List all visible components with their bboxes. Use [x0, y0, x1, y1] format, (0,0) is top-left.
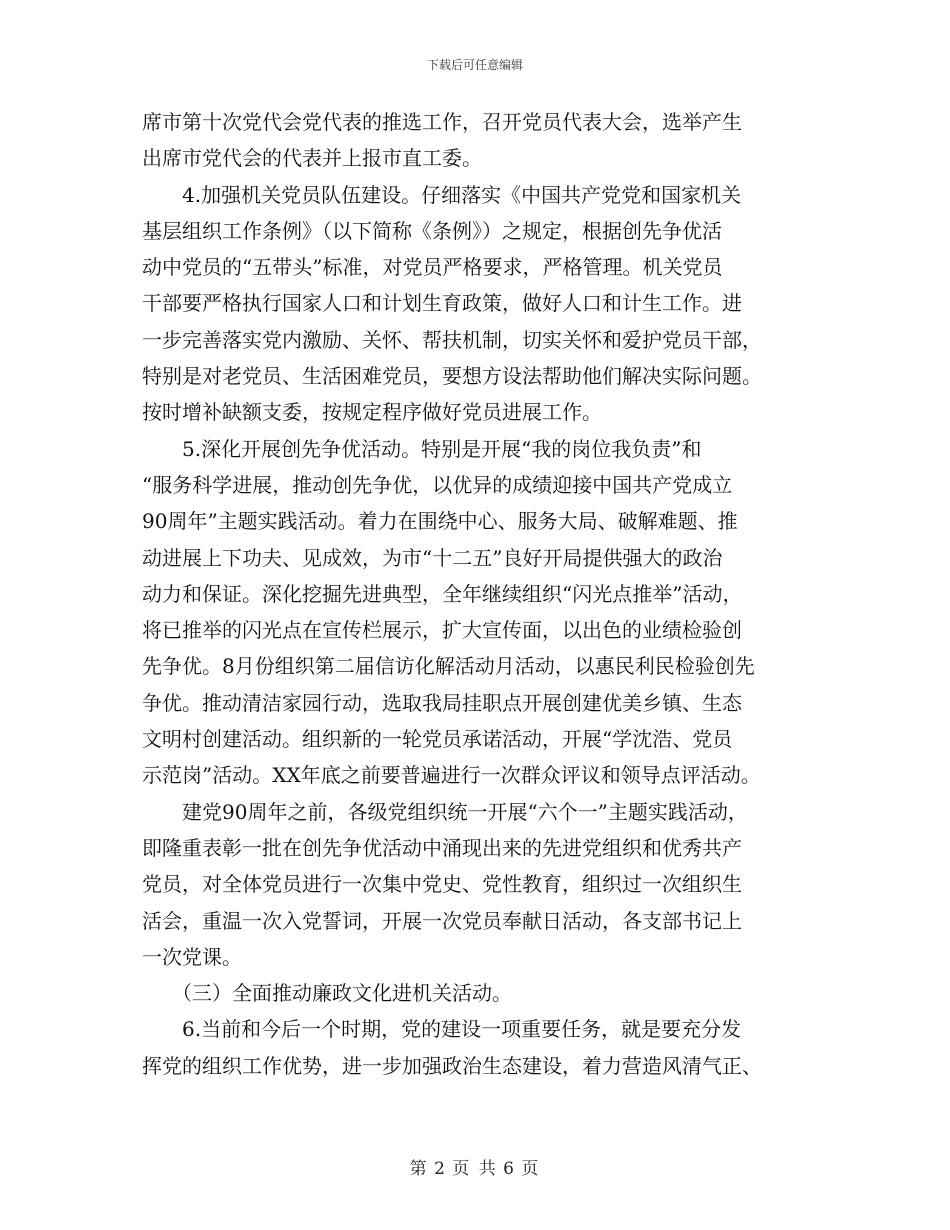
text-line: 先争优。8月份组织第二届信访化解活动月活动，以惠民利民检验创先	[142, 654, 755, 679]
text-line: 将已推举的闪光点在宣传栏展示，扩大宣传面，以出色的业绩检验创	[142, 618, 742, 643]
text-line: 动进展上下功夫、见成效，为市“十二五”良好开局提供强大的政治	[142, 545, 723, 570]
text-line: 6.当前和今后一个时期，党的建设一项重要任务，就是要充分发	[142, 1017, 742, 1042]
text-line: 按时增补缺额支委，按规定程序做好党员进展工作。	[142, 400, 602, 425]
footer-middle: 页 共	[452, 1159, 498, 1179]
text-line: 干部要严格执行国家人口和计划生育政策，做好人口和计生工作。进	[142, 291, 742, 316]
text-line: 建党90周年之前，各级党组织统一开展“六个一”主题实践活动，	[142, 799, 748, 824]
text-line: 争优。推动清洁家园行动，选取我局挂职点开展创建优美乡镇、生态	[142, 690, 742, 715]
text-line: 出席市党代会的代表并上报市直工委。	[142, 146, 482, 171]
page-footer	[0, 1154, 950, 1179]
text-line: 4.加强机关党员队伍建设。仔细落实《中国共产党党和国家机关	[142, 182, 742, 207]
footer-suffix: 页	[521, 1159, 541, 1179]
footer-total-pages: 6	[503, 1159, 516, 1179]
footer-prefix: 第	[409, 1159, 429, 1179]
text-line: 即隆重表彰一批在创先争优活动中涌现出来的先进党组织和优秀共产	[142, 835, 742, 860]
text-line: 动力和保证。深化挖掘先进典型，全年继续组织“闪光点推举”活动，	[142, 581, 743, 606]
text-line: 5.深化开展创先争优活动。特别是开展“我的岗位我负责”和	[142, 436, 702, 461]
text-line: 活会，重温一次入党誓词，开展一次党员奉献日活动，各支部书记上	[142, 908, 742, 933]
text-line: 席市第十次党代会党代表的推选工作，召开党员代表大会，选举产生	[142, 110, 742, 134]
document-body	[142, 104, 814, 1084]
text-line: 一次党课。	[142, 944, 242, 969]
text-line: “服务科学进展，推动创先争优，以优异的成绩迎接中国共产党成立	[142, 472, 733, 497]
text-line: 90周年”主题实践活动。着力在围绕中心、服务大局、破解难题、推	[142, 509, 738, 534]
text-line: 文明村创建活动。组织新的一轮党员承诺活动，开展“学沈浩、党员	[142, 727, 733, 752]
text-line: 示范岗”活动。XX年底之前要普遍进行一次群众评议和领导点评活动。	[142, 763, 761, 788]
text-line: 一步完善落实党内激励、关怀、帮扶机制，切实关怀和爱护党员干部，	[142, 327, 762, 352]
text-line: 特别是对老党员、生活困难党员，要想方设法帮助他们解决实际问题。	[142, 364, 762, 389]
text-line: 党员，对全体党员进行一次集中党史、党性教育，组织过一次组织生	[142, 872, 742, 897]
text-line: 动中党员的“五带头”标准，对党员严格要求，严格管理。机关党员	[142, 255, 723, 280]
text-line: 基层组织工作条例》（以下简称《条例》）之规定，根据创先争优活	[142, 218, 722, 243]
text-line: 挥党的组织工作优势，进一步加强政治生态建设，着力营造风清气正、	[142, 1053, 762, 1078]
text-line: （三）全面推动廉政文化进机关活动。	[142, 981, 512, 1006]
page-header: 下载后可任意编辑	[426, 58, 523, 72]
footer-page-number: 2	[434, 1159, 447, 1179]
